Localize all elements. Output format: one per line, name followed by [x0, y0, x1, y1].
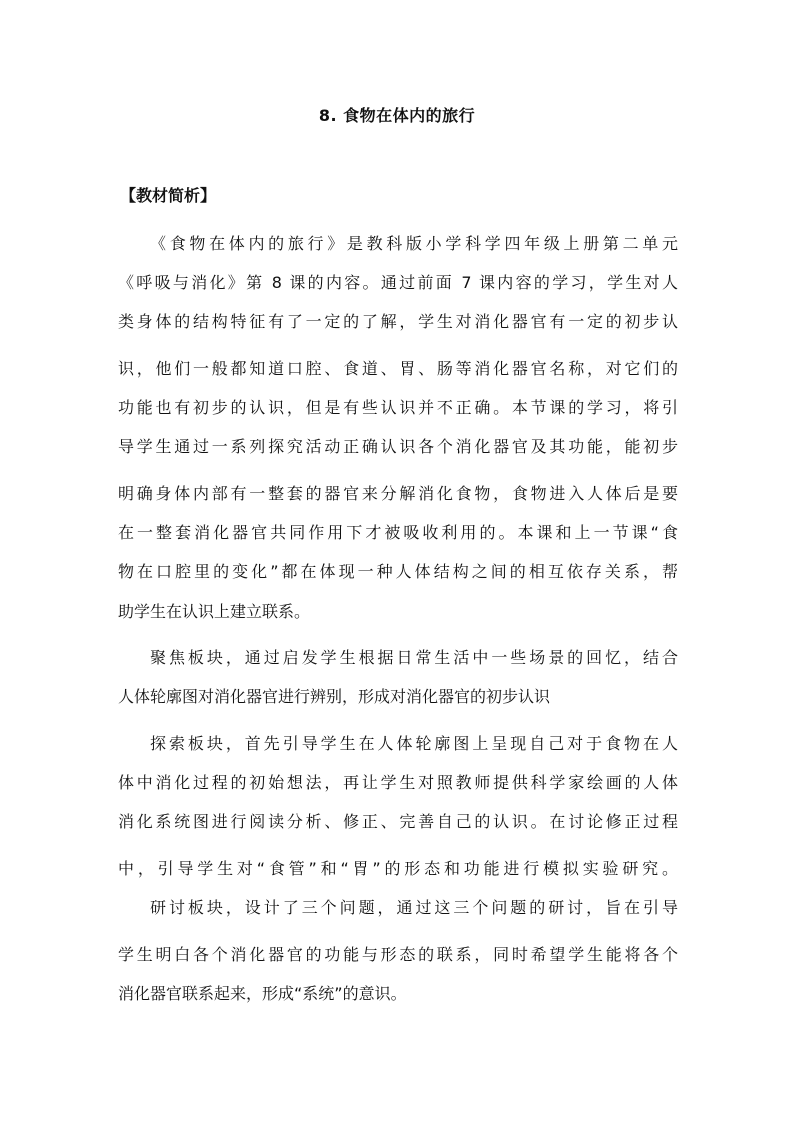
paragraph-1-line-3: 类身体的结构特征有了一定的了解，学生对消化器官有一定的初步认 [118, 312, 678, 331]
paragraph-4-line-2: 学生明白各个消化器官的功能与形态的联系，同时希望学生能将各个 [118, 945, 678, 964]
paragraph-3-line-3: 消化系统图进行阅读分析、修正、完善自己的认识。在讨论修正过程 [118, 812, 678, 831]
paragraph-1-line-4: 识，他们一般都知道口腔、食道、胃、肠等消化器官名称，对它们的 [118, 359, 678, 378]
paragraph-1-line-9: 物在口腔里的变化”都在体现一种人体结构之间的相互依存关系，帮 [118, 562, 678, 581]
paragraph-3-line-1: 探索板块，首先引导学生在人体轮廓图上呈现自己对于食物在人 [150, 734, 678, 753]
paragraph-4-line-3: 消化器官联系起来，形成“系统”的意识。 [118, 984, 407, 1003]
paragraph-2-line-1: 聚焦板块，通过启发学生根据日常生活中一些场景的回忆，结合 [150, 648, 678, 667]
paragraph-2-line-2: 人体轮廓图对消化器官进行辨别，形成对消化器官的初步认识 [118, 687, 551, 706]
paragraph-1-line-8: 在一整套消化器官共同作用下才被吸收利用的。本课和上一节课“食 [118, 523, 678, 542]
paragraph-1-line-1: 《食物在体内的旅行》是教科版小学科学四年级上册第二单元 [150, 234, 678, 253]
paragraph-3-line-2: 体中消化过程的初始想法，再让学生对照教师提供科学家绘画的人体 [118, 773, 678, 792]
paragraph-1-line-2: 《呼吸与消化》第 8 课的内容。通过前面 7 课内容的学习，学生对人 [118, 273, 678, 292]
paragraph-1-line-10: 助学生在认识上建立联系。 [118, 602, 311, 621]
paragraph-1-line-6: 导学生通过一系列探究活动正确认识各个消化器官及其功能，能初步 [118, 437, 678, 456]
paragraph-1-line-7: 明确身体内部有一整套的器官来分解消化食物，食物进入人体后是要 [118, 484, 678, 503]
paragraph-4-line-1: 研讨板块，设计了三个问题，通过这三个问题的研讨，旨在引导 [150, 898, 678, 917]
paragraph-1-line-5: 功能也有初步的认识，但是有些认识并不正确。本节课的学习，将引 [118, 398, 678, 417]
section-heading: 【教材简析】 [120, 186, 217, 205]
paragraph-3-line-4: 中，引导学生对“食管”和“胃”的形态和功能进行模拟实验研究。 [118, 859, 678, 878]
page-title: 8. 食物在体内的旅行 [318, 106, 476, 125]
